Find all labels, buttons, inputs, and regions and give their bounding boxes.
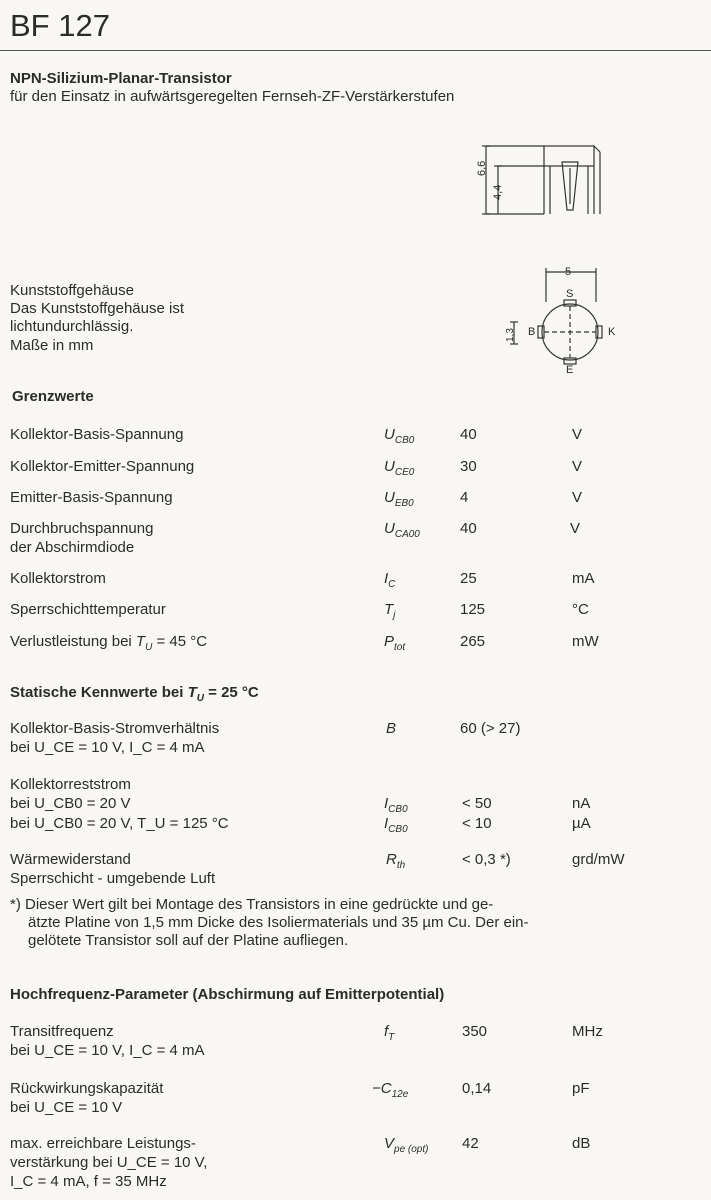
ft-condition: bei U_CE = 10 V, I_C = 4 mA: [10, 1042, 205, 1059]
row-label: Durchbruchspannung: [10, 520, 154, 537]
c-condition: bei U_CE = 10 V: [10, 1099, 123, 1116]
b-value: 60 (> 27): [460, 720, 521, 737]
c-label: Rückwirkungskapazität: [10, 1080, 164, 1097]
row-value: 4: [460, 489, 469, 506]
row-label: Kollektorstrom: [10, 570, 106, 587]
row-symbol: $T_j$: [384, 601, 396, 621]
dim-width-label: 5: [565, 266, 572, 278]
row-unit: mA: [572, 570, 595, 587]
b-condition: bei U_CE = 10 V, I_C = 4 mA: [10, 739, 205, 756]
row-symbol: $U_{CE0}$: [384, 458, 415, 478]
row-value: 265: [460, 633, 486, 650]
ft-unit: MHz: [572, 1023, 603, 1040]
row-label: Verlustleistung bei $T_U = 45$ °C: [10, 633, 208, 653]
rth-symbol: $R_{th}$: [386, 851, 406, 871]
page-title: BF 127: [10, 8, 110, 43]
b-label: Kollektor-Basis-Stromverhältnis: [10, 720, 220, 737]
rth-value: < 0,3 *): [462, 851, 511, 868]
dim-small-label: 1,3: [505, 328, 516, 342]
row-label: Kollektor-Emitter-Spannung: [10, 458, 195, 475]
icbo-value-1: < 50: [462, 795, 492, 812]
package-line-1: Kunststoffgehäuse: [10, 282, 134, 299]
row-value: 125: [460, 601, 486, 618]
footnote-line-3: gelötete Transistor soll auf der Platine aufliegen.: [28, 932, 349, 949]
v-condition-1: verstärkung bei U_CE = 10 V,: [10, 1154, 208, 1171]
row-label: Emitter-Basis-Spannung: [10, 489, 173, 506]
package-line-4: Maße in mm: [10, 337, 94, 354]
c-unit: pF: [572, 1080, 590, 1097]
row-value: 25: [460, 570, 477, 587]
row-symbol: $U_{CB0}$: [384, 426, 415, 446]
transistor-purpose: für den Einsatz in aufwärtsgeregelten Fernseh-ZF-Verstärkerstufen: [10, 88, 455, 105]
row-symbol: $U_{EB0}$: [384, 489, 414, 509]
transistor-type: NPN-Silizium-Planar-Transistor: [10, 70, 232, 87]
package-line-2: Das Kunststoffgehäuse ist: [10, 300, 184, 317]
ft-label: Transitfrequenz: [10, 1023, 114, 1040]
row-unit: V: [572, 489, 583, 506]
row-label: Kollektor-Basis-Spannung: [10, 426, 184, 443]
package-top-view-drawing: [500, 262, 620, 382]
row-unit: mW: [572, 633, 599, 650]
row-value: 40: [460, 520, 477, 537]
c-symbol: $-C_{12e}$: [372, 1080, 409, 1100]
rth-unit: grd/mW: [572, 851, 625, 868]
header-divider: [0, 50, 711, 51]
row-symbol: $P_{tot}$: [384, 633, 406, 653]
static-heading: Statische Kennwerte bei $T_U = 25$ °C: [10, 684, 259, 704]
v-value: 42: [462, 1135, 479, 1152]
pin-s-label: S: [566, 288, 574, 300]
footnote-line-2: ätzte Platine von 1,5 mm Dicke des Isoliermaterials und 35 µm Cu. Der ein-: [28, 914, 529, 931]
package-line-3: lichtundurchlässig.: [10, 318, 134, 335]
row-symbol: $U_{CA00}$: [384, 520, 420, 540]
icbo-symbol: $I_{CB0}$: [384, 815, 408, 835]
row-unit: V: [572, 458, 583, 475]
v-unit: dB: [572, 1135, 591, 1152]
dim-inner-label: 4,4: [492, 184, 504, 200]
v-label: max. erreichbare Leistungs-: [10, 1135, 196, 1152]
pin-k-label: K: [608, 326, 616, 338]
ft-value: 350: [462, 1023, 488, 1040]
row-symbol: $I_C$: [384, 570, 396, 590]
rth-label: Wärmewiderstand: [10, 851, 131, 868]
rth-label-continued: Sperrschicht - umgebende Luft: [10, 870, 216, 887]
icbo-condition-2: bei U_CB0 = 20 V, T_U = 125 °C: [10, 815, 229, 832]
row-value: 40: [460, 426, 477, 443]
pin-b-label: B: [528, 326, 536, 338]
row-unit: V: [572, 426, 583, 443]
icbo-unit-2: µA: [572, 815, 591, 832]
pin-e-label: E: [566, 364, 574, 376]
v-condition-2: I_C = 4 mA, f = 35 MHz: [10, 1173, 167, 1190]
row-label-continued: der Abschirmdiode: [10, 539, 135, 556]
b-symbol: B: [386, 720, 397, 737]
icbo-condition-1: bei U_CB0 = 20 V: [10, 795, 131, 812]
row-unit: °C: [572, 601, 589, 618]
c-value: 0,14: [462, 1080, 492, 1097]
dim-outer-label: 6,6: [476, 160, 488, 176]
ft-symbol: $f_T$: [384, 1023, 395, 1043]
icbo-unit-1: nA: [572, 795, 591, 812]
grenzwerte-heading: Grenzwerte: [12, 388, 94, 405]
row-value: 30: [460, 458, 477, 475]
hf-heading: Hochfrequenz-Parameter (Abschirmung auf Emitterpotential): [10, 986, 445, 1003]
row-label: Sperrschichttemperatur: [10, 601, 166, 618]
icbo-label: Kollektorreststrom: [10, 776, 131, 793]
row-unit: V: [570, 520, 581, 537]
icbo-value-2: < 10: [462, 815, 492, 832]
icbo-symbol: $I_{CB0}$: [384, 795, 408, 815]
footnote-line-1: *) Dieser Wert gilt bei Montage des Transistors in eine gedrückte und ge-: [10, 896, 494, 913]
v-symbol: $V_{pe (opt)}$: [384, 1135, 429, 1155]
